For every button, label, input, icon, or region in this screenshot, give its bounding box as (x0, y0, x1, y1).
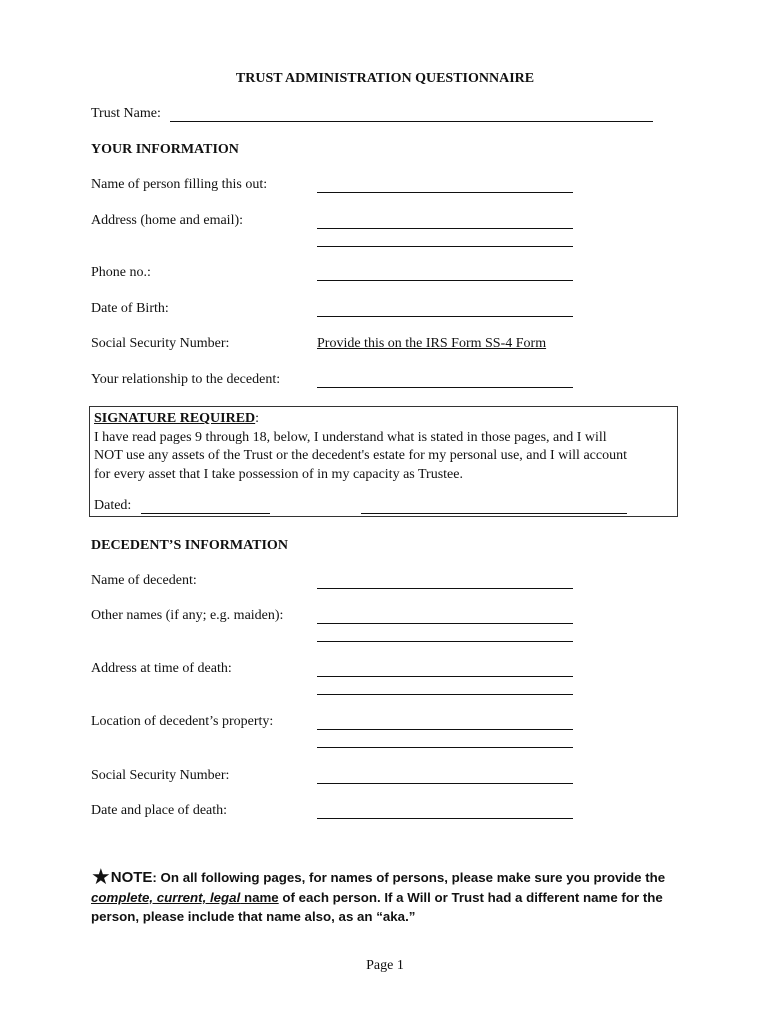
relationship-field[interactable] (317, 387, 573, 388)
other-names-field-line-1[interactable] (317, 623, 573, 624)
ssn-label: Social Security Number: (91, 336, 230, 351)
person-name-field[interactable] (317, 192, 573, 193)
phone-field[interactable] (317, 280, 573, 281)
signature-box (89, 406, 678, 517)
note-emphasis: complete, current, legal (91, 889, 241, 905)
person-name-label: Name of person filling this out: (91, 177, 268, 192)
ssn-instruction: Provide this on the IRS Form SS-4 Form (317, 336, 547, 351)
decedent-name-field[interactable] (317, 588, 573, 589)
signature-text-line-3: for every asset that I take possession of in my capacity as Trustee. (94, 466, 463, 482)
decedent-name-label: Name of decedent: (91, 573, 197, 588)
note-paragraph (91, 864, 691, 927)
death-address-field-line-2[interactable] (317, 694, 573, 695)
dob-field[interactable] (317, 316, 573, 317)
address-field-line-2[interactable] (317, 246, 573, 247)
note-text-2: of each person. If a Will or Trust had a different name for the person, please include that name also, as an “aka.” (91, 889, 663, 924)
note-label: NOTE (110, 869, 153, 886)
death-address-field-line-1[interactable] (317, 676, 573, 677)
property-location-label: Location of decedent’s property: (91, 714, 274, 729)
other-names-field-line-2[interactable] (317, 641, 573, 642)
page-title: TRUST ADMINISTRATION QUESTIONNAIRE (235, 71, 535, 86)
signature-text-line-2: NOT use any assets of the Trust or the decedent's estate for my personal use, and I will account (94, 448, 627, 463)
relationship-label: Your relationship to the decedent: (91, 372, 281, 387)
property-location-field-line-2[interactable] (317, 747, 573, 748)
decedent-information-heading: DECEDENT’S INFORMATION (91, 538, 288, 553)
your-information-heading: YOUR INFORMATION (91, 142, 239, 157)
decedent-ssn-field[interactable] (317, 783, 573, 784)
property-location-field-line-1[interactable] (317, 729, 573, 730)
signature-heading: SIGNATURE REQUIRED (94, 411, 256, 426)
dated-label: Dated: (94, 498, 132, 513)
decedent-ssn-label: Social Security Number: (91, 768, 230, 783)
address-label: Address (home and email): (91, 213, 244, 228)
star-icon: ★ (91, 864, 111, 889)
phone-label: Phone no.: (91, 265, 151, 280)
trust-name-field[interactable] (170, 121, 653, 122)
signature-text-line-1: I have read pages 9 through 18, below, I understand what is stated in those pages, and I will (94, 429, 607, 445)
trust-name-label: Trust Name: (91, 106, 161, 121)
death-date-place-label: Date and place of death: (91, 803, 228, 818)
note-name-word: name (240, 889, 279, 905)
page-number: Page 1 (366, 958, 404, 973)
signature-heading-colon: : (255, 411, 260, 426)
other-names-label: Other names (if any; e.g. maiden): (91, 608, 284, 623)
dob-label: Date of Birth: (91, 301, 169, 316)
dated-field[interactable] (141, 513, 270, 514)
address-field-line-1[interactable] (317, 228, 573, 229)
death-date-place-field[interactable] (317, 818, 573, 819)
death-address-label: Address at time of death: (91, 661, 232, 676)
note-text-1: : On all following pages, for names of persons, please make sure you provide the (152, 870, 666, 885)
signature-field[interactable] (361, 513, 627, 514)
